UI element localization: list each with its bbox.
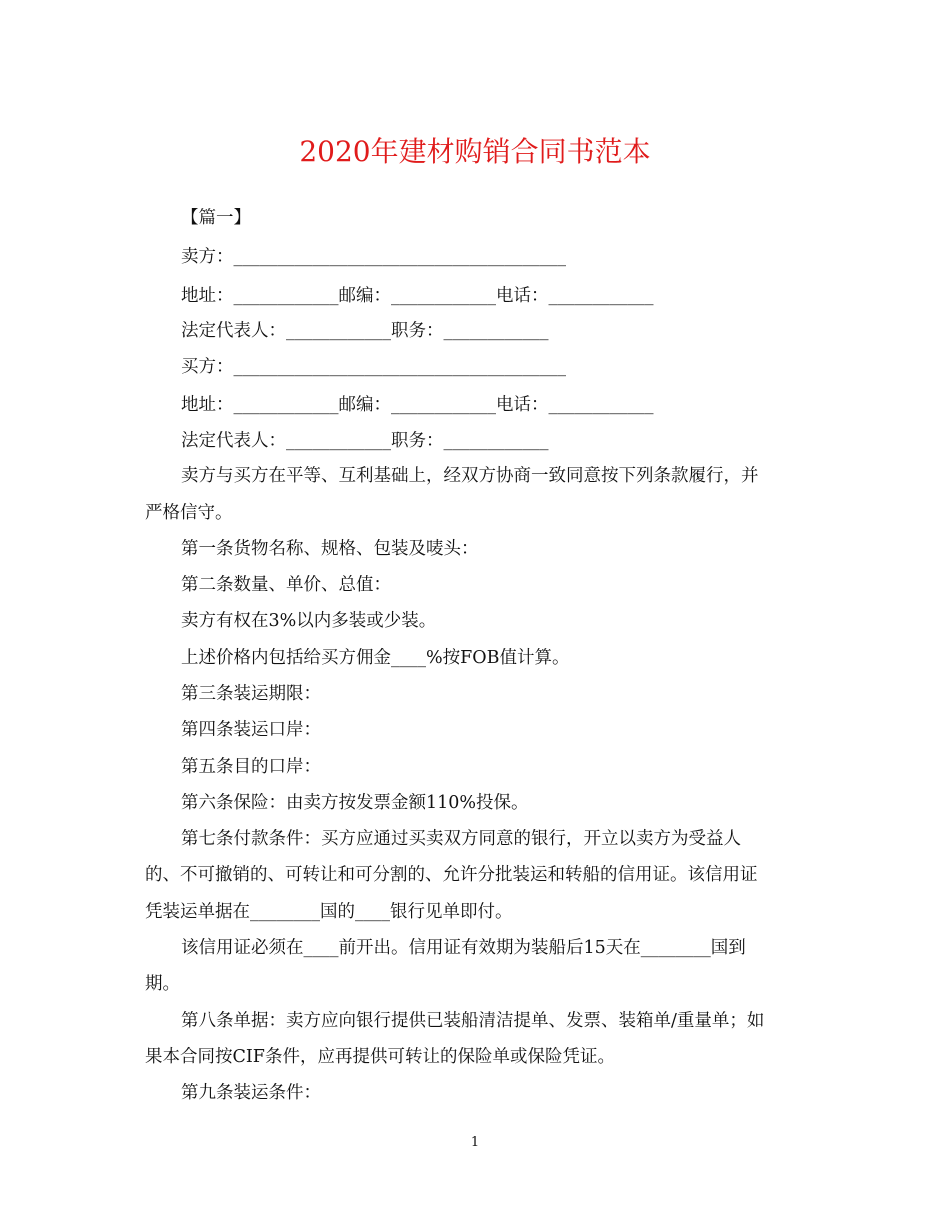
buyer-address-line: 地址：____________邮编：____________电话：____________ (181, 395, 654, 415)
quantity-tolerance: 卖方有权在3%以内多装或少装。 (181, 611, 437, 631)
seller-address-line: 地址：____________邮编：____________电话：____________ (181, 286, 654, 306)
article-4: 第四条装运口岸： (181, 720, 321, 740)
page-number: 1 (470, 1135, 480, 1150)
credit-deadline-continuation: 期。 (145, 974, 180, 994)
article-7-continuation-2: 凭装运单据在________国的____银行见单即付。 (145, 902, 513, 922)
preamble-continuation: 严格信守。 (145, 503, 233, 523)
article-6: 第六条保险：由卖方按发票金额110%投保。 (181, 793, 529, 813)
section-heading: 【篇一】 (181, 208, 251, 228)
article-1: 第一条货物名称、规格、包装及唛头： (181, 539, 479, 559)
article-2: 第二条数量、单价、总值： (181, 575, 391, 595)
article-5: 第五条目的口岸： (181, 757, 321, 777)
commission-line: 上述价格内包括给买方佣金____%按FOB值计算。 (181, 648, 570, 668)
buyer-line: 买方：______________________________________ (181, 357, 566, 377)
article-9: 第九条装运条件： (181, 1083, 321, 1103)
article-8-continuation: 果本合同按CIF条件，应再提供可转让的保险单或保险凭证。 (145, 1047, 615, 1067)
seller-line: 卖方：______________________________________ (181, 247, 566, 267)
buyer-representative-line: 法定代表人：____________职务：____________ (181, 431, 549, 451)
article-7-continuation-1: 的、不可撤销的、可转让和可分割的、允许分批装运和转船的信用证。该信用证 (145, 865, 758, 885)
credit-deadline-line: 该信用证必须在____前开出。信用证有效期为装船后15天在________国到 (181, 938, 746, 958)
preamble-line: 卖方与买方在平等、互利基础上，经双方协商一致同意按下列条款履行，并 (181, 466, 759, 486)
article-7: 第七条付款条件：买方应通过买卖双方同意的银行，开立以卖方为受益人 (181, 829, 741, 849)
article-3: 第三条装运期限： (181, 684, 321, 704)
article-8: 第八条单据：卖方应向银行提供已装船清洁提单、发票、装箱单/重量单；如 (181, 1011, 765, 1031)
seller-representative-line: 法定代表人：____________职务：____________ (181, 321, 549, 341)
document-title: 2020年建材购销合同书范本 (299, 135, 651, 168)
